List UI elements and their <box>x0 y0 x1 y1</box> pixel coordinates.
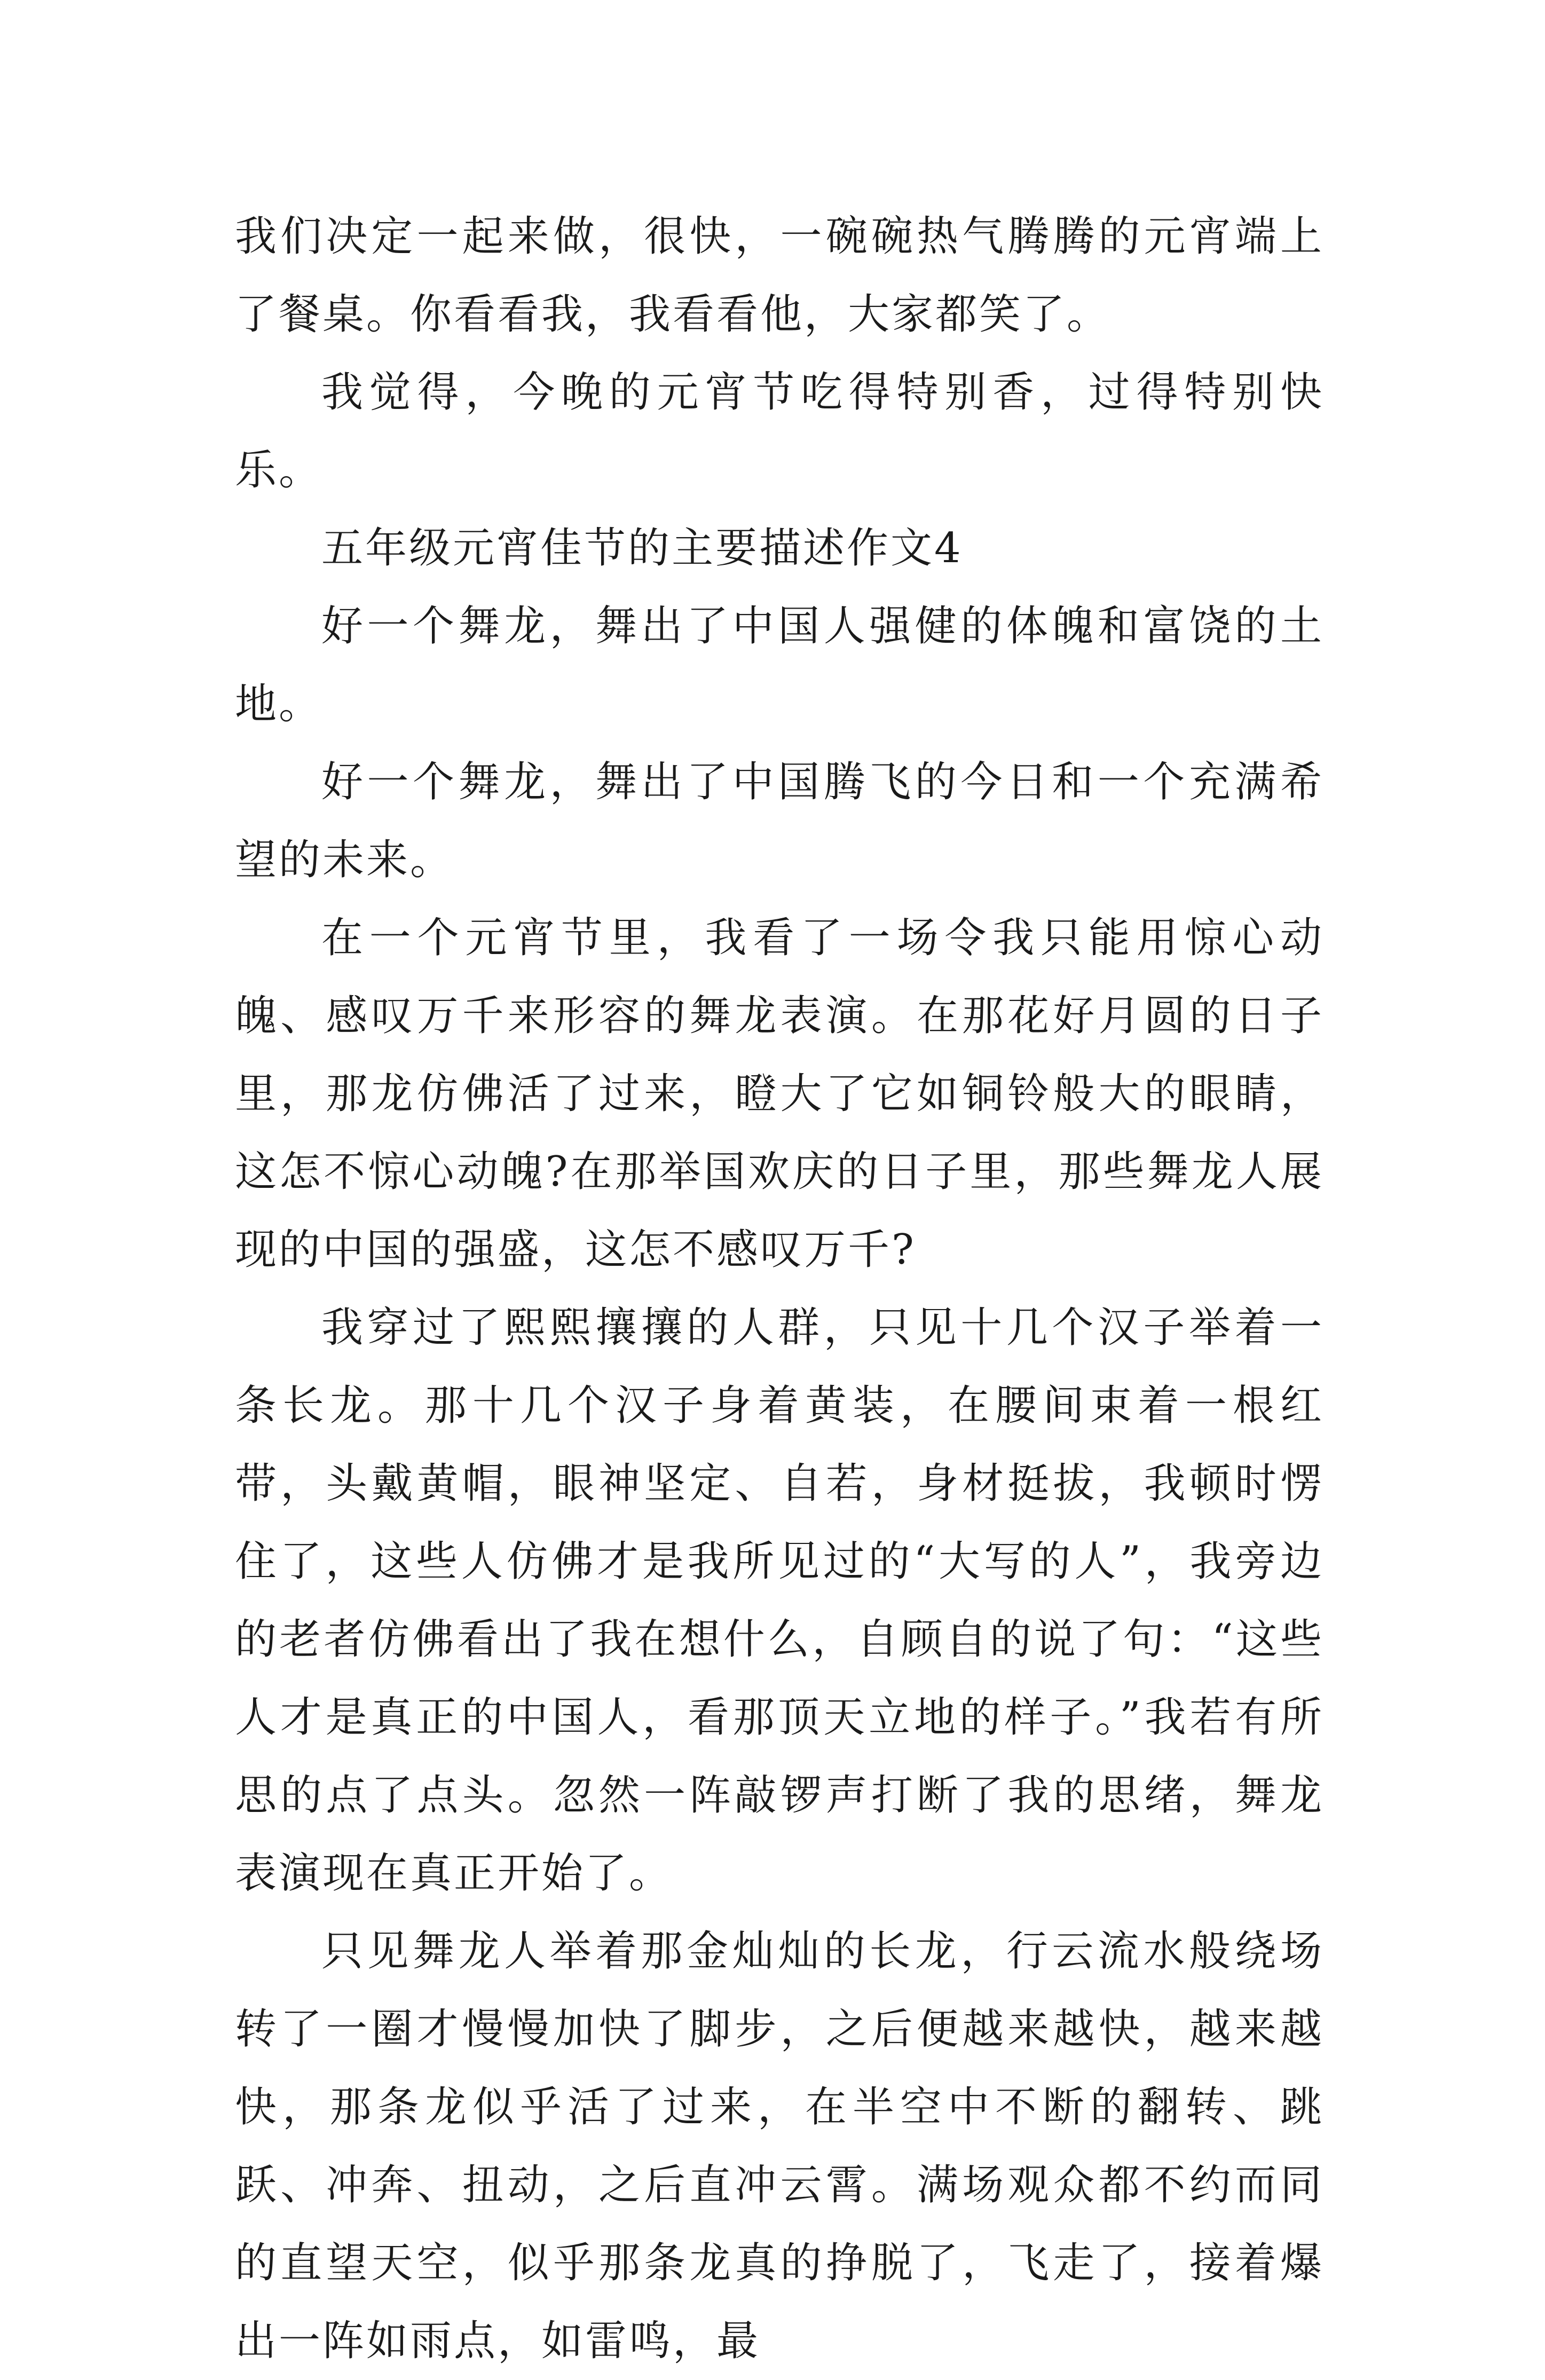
paragraph-1: 我们决定一起来做，很快，一碗碗热气腾腾的元宵端上了餐桌。你看看我，我看看他，大家都笑了。 <box>235 212 1324 338</box>
paragraph-2: 我觉得，今晚的元宵节吃得特别香，过得特别快乐。 <box>235 368 1324 494</box>
paragraph-7: 只见舞龙人举着那金灿灿的长龙，行云流水般绕场转了一圈才慢慢加快了脚步，之后便越来越快，越来越快，那条龙似乎活了过来，在半空中不断的翻转、跳跃、冲奔、扭动，之后直冲云霄。满场观众都不约而同的直望天空，似乎那条龙真的挣脱了，飞走了，接着爆出一阵如雨点，如雷鸣，最 <box>235 1927 1324 2365</box>
essay-body <box>235 198 1324 2380</box>
section-heading: 五年级元宵佳节的主要描述作文4 <box>321 524 963 572</box>
paragraph-5: 在一个元宵节里，我看了一场令我只能用惊心动魄、感叹万千来形容的舞龙表演。在那花好月圆的日子里，那龙仿佛活了过来，瞪大了它如铜铃般大的眼睛，这怎不惊心动魄?在那举国欢庆的日子里，那些舞龙人展现的中国的强盛，这怎不感叹万千? <box>235 914 1324 1274</box>
paragraph-6: 我穿过了熙熙攘攘的人群，只见十几个汉子举着一条长龙。那十几个汉子身着黄装，在腰间束着一根红带，头戴黄帽，眼神坚定、自若，身材挺拔，我顿时愣住了，这些人仿佛才是我所见过的“大写的人”，我旁边的老者仿佛看出了我在想什么，自顾自的说了句：“这些人才是真正的中国人，看那顶天立地的样子。”我若有所思的点了点头。忽然一阵敲锣声打断了我的思绪，舞龙表演现在真正开始了。 <box>235 1304 1324 1897</box>
paragraph-3: 好一个舞龙，舞出了中国人强健的体魄和富饶的土地。 <box>235 602 1324 728</box>
paragraph-4: 好一个舞龙，舞出了中国腾飞的今日和一个充满希望的未来。 <box>235 758 1324 884</box>
